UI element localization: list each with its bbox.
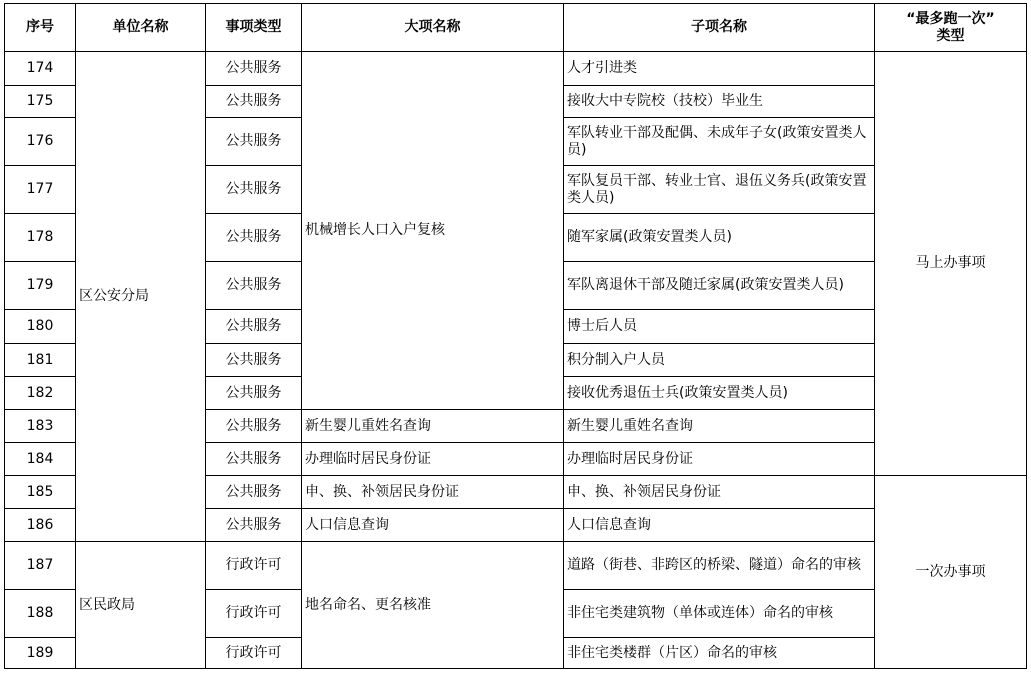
seq-cell: 180 [5, 310, 76, 344]
sub-cell: 接收优秀退伍士兵(政策安置类人员) [564, 377, 875, 410]
header-major: 大项名称 [302, 4, 564, 52]
seq-cell: 177 [5, 166, 76, 214]
major-cell: 新生婴儿重姓名查询 [302, 410, 564, 443]
major-cell-migration: 机械增长人口入户复核 [302, 52, 564, 410]
sub-cell: 军队复员干部、转业士官、退伍义务兵(政策安置类人员) [564, 166, 875, 214]
seq-cell: 179 [5, 262, 76, 310]
type-cell: 公共服务 [206, 118, 302, 166]
seq-cell: 182 [5, 377, 76, 410]
header-run-type-line2: 类型 [936, 27, 965, 44]
seq-cell: 185 [5, 476, 76, 509]
seq-cell: 188 [5, 590, 76, 638]
type-cell: 行政许可 [206, 638, 302, 669]
seq-cell: 184 [5, 443, 76, 476]
seq-cell: 181 [5, 344, 76, 377]
sub-cell: 人口信息查询 [564, 509, 875, 542]
sub-cell: 申、换、补领居民身份证 [564, 476, 875, 509]
type-cell: 公共服务 [206, 476, 302, 509]
type-cell: 公共服务 [206, 410, 302, 443]
type-cell: 公共服务 [206, 443, 302, 476]
sub-cell: 接收大中专院校（技校）毕业生 [564, 86, 875, 118]
major-cell: 人口信息查询 [302, 509, 564, 542]
seq-cell: 183 [5, 410, 76, 443]
header-type: 事项类型 [206, 4, 302, 52]
sub-cell: 非住宅类楼群（片区）命名的审核 [564, 638, 875, 669]
table-row [5, 52, 1027, 86]
run-type-cell-immediate: 马上办事项 [875, 52, 1027, 476]
sub-cell: 新生婴儿重姓名查询 [564, 410, 875, 443]
type-cell: 公共服务 [206, 262, 302, 310]
seq-cell: 176 [5, 118, 76, 166]
type-cell: 公共服务 [206, 344, 302, 377]
type-cell: 行政许可 [206, 590, 302, 638]
sub-cell: 非住宅类建筑物（单体或连体）命名的审核 [564, 590, 875, 638]
header-seq: 序号 [5, 4, 76, 52]
sub-cell: 人才引进类 [564, 52, 875, 86]
unit-cell-civil: 区民政局 [76, 542, 206, 669]
sub-cell: 积分制入户人员 [564, 344, 875, 377]
major-cell: 申、换、补领居民身份证 [302, 476, 564, 509]
sub-cell: 军队离退休干部及随迁家属(政策安置类人员) [564, 262, 875, 310]
header-run-type [875, 4, 1027, 52]
seq-cell: 186 [5, 509, 76, 542]
type-cell: 公共服务 [206, 52, 302, 86]
run-type-cell-once: 一次办事项 [875, 476, 1027, 669]
seq-cell: 189 [5, 638, 76, 669]
header-unit: 单位名称 [76, 4, 206, 52]
sub-cell: 办理临时居民身份证 [564, 443, 875, 476]
major-cell-naming: 地名命名、更名核准 [302, 542, 564, 669]
type-cell: 公共服务 [206, 377, 302, 410]
type-cell: 公共服务 [206, 86, 302, 118]
sub-cell: 博士后人员 [564, 310, 875, 344]
service-items-table [4, 3, 1027, 669]
table-row [5, 542, 1027, 590]
type-cell: 公共服务 [206, 509, 302, 542]
sub-cell: 随军家属(政策安置类人员) [564, 214, 875, 262]
type-cell: 公共服务 [206, 310, 302, 344]
major-cell: 办理临时居民身份证 [302, 443, 564, 476]
sub-cell: 军队转业干部及配偶、未成年子女(政策安置类人员) [564, 118, 875, 166]
type-cell: 行政许可 [206, 542, 302, 590]
header-row [5, 4, 1027, 52]
type-cell: 公共服务 [206, 214, 302, 262]
sub-cell: 道路（街巷、非跨区的桥梁、隧道）命名的审核 [564, 542, 875, 590]
seq-cell: 175 [5, 86, 76, 118]
header-run-type-line1: “最多跑一次” [906, 10, 995, 27]
header-sub: 子项名称 [564, 4, 875, 52]
seq-cell: 174 [5, 52, 76, 86]
type-cell: 公共服务 [206, 166, 302, 214]
seq-cell: 178 [5, 214, 76, 262]
seq-cell: 187 [5, 542, 76, 590]
unit-cell-police: 区公安分局 [76, 52, 206, 542]
